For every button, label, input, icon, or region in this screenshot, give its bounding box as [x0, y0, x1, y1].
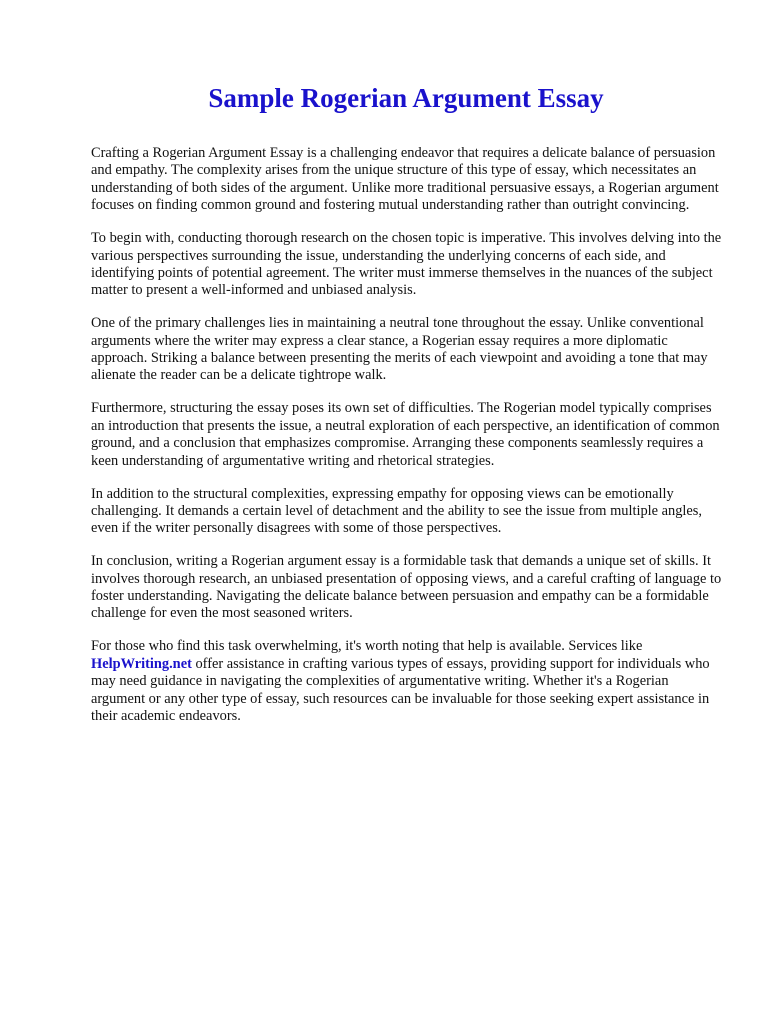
- closing-text-before-link: For those who find this task overwhelming, it's worth noting that help is available. Services like: [91, 638, 643, 655]
- essay-paragraph-3: One of the primary challenges lies in maintaining a neutral tone throughout the essay. Unlike conventional arguments where the writer may express a clear stance, a Rogerian essay requires a more diplomatic approach. Striking a balance between presenting the merits of each viewpoint and avoiding a tone that may alienate the reader can be a delicate tightrope walk.: [91, 315, 708, 384]
- essay-paragraph-6: In conclusion, writing a Rogerian argument essay is a formidable task that demands a unique set of skills. It involves thorough research, an unbiased presentation of opposing views, and a careful crafting of language to foster understanding. Navigating the delicate balance between persuasion and empathy can be a formidable challenge for even the most seasoned writers.: [91, 553, 722, 622]
- essay-paragraph-2: To begin with, conducting thorough research on the chosen topic is imperative. This involves delving into the various perspectives surrounding the issue, understanding the underlying concerns of each side, and identifying points of potential agreement. The writer must immerse themselves in the nuances of the subject matter to present a well-informed and unbiased analysis.: [91, 230, 722, 299]
- essay-paragraph-closing: [91, 638, 725, 725]
- essay-paragraph-4: Furthermore, structuring the essay poses its own set of difficulties. The Rogerian model typically comprises an introduction that presents the issue, a neutral exploration of each perspective, an identification of common ground, and a conclusion that emphasizes compromise. Arranging these components seamlessly requires a keen understanding of argumentative writing and rhetorical strategies.: [91, 400, 720, 469]
- closing-text-after-link: offer assistance in crafting various types of essays, providing support for individuals who may need guidance in navigating the complexities of argumentative writing. Whether it's a Rogerian argument or any other type of essay, such resources can be invaluable for those seeking expert assistance in their academic endeavors.: [91, 655, 710, 724]
- page-title: Sample Rogerian Argument Essay: [208, 83, 604, 113]
- helpwriting-link[interactable]: HelpWriting.net: [91, 655, 192, 672]
- essay-paragraph-5: In addition to the structural complexities, expressing empathy for opposing views can be emotionally challenging. It demands a certain level of detachment and the ability to see the issue from multiple angles, even if the writer personally disagrees with some of those perspectives.: [91, 485, 703, 537]
- essay-body: [91, 145, 725, 741]
- essay-paragraph-1: Crafting a Rogerian Argument Essay is a challenging endeavor that requires a delicate balance of persuasion and empathy. The complexity arises from the unique structure of this type of essay, which necessitates an understanding of both sides of the argument. Unlike more traditional persuasive essays, a Rogerian argument focuses on finding common ground and fostering mutual understanding rather than outright convincing.: [91, 145, 719, 214]
